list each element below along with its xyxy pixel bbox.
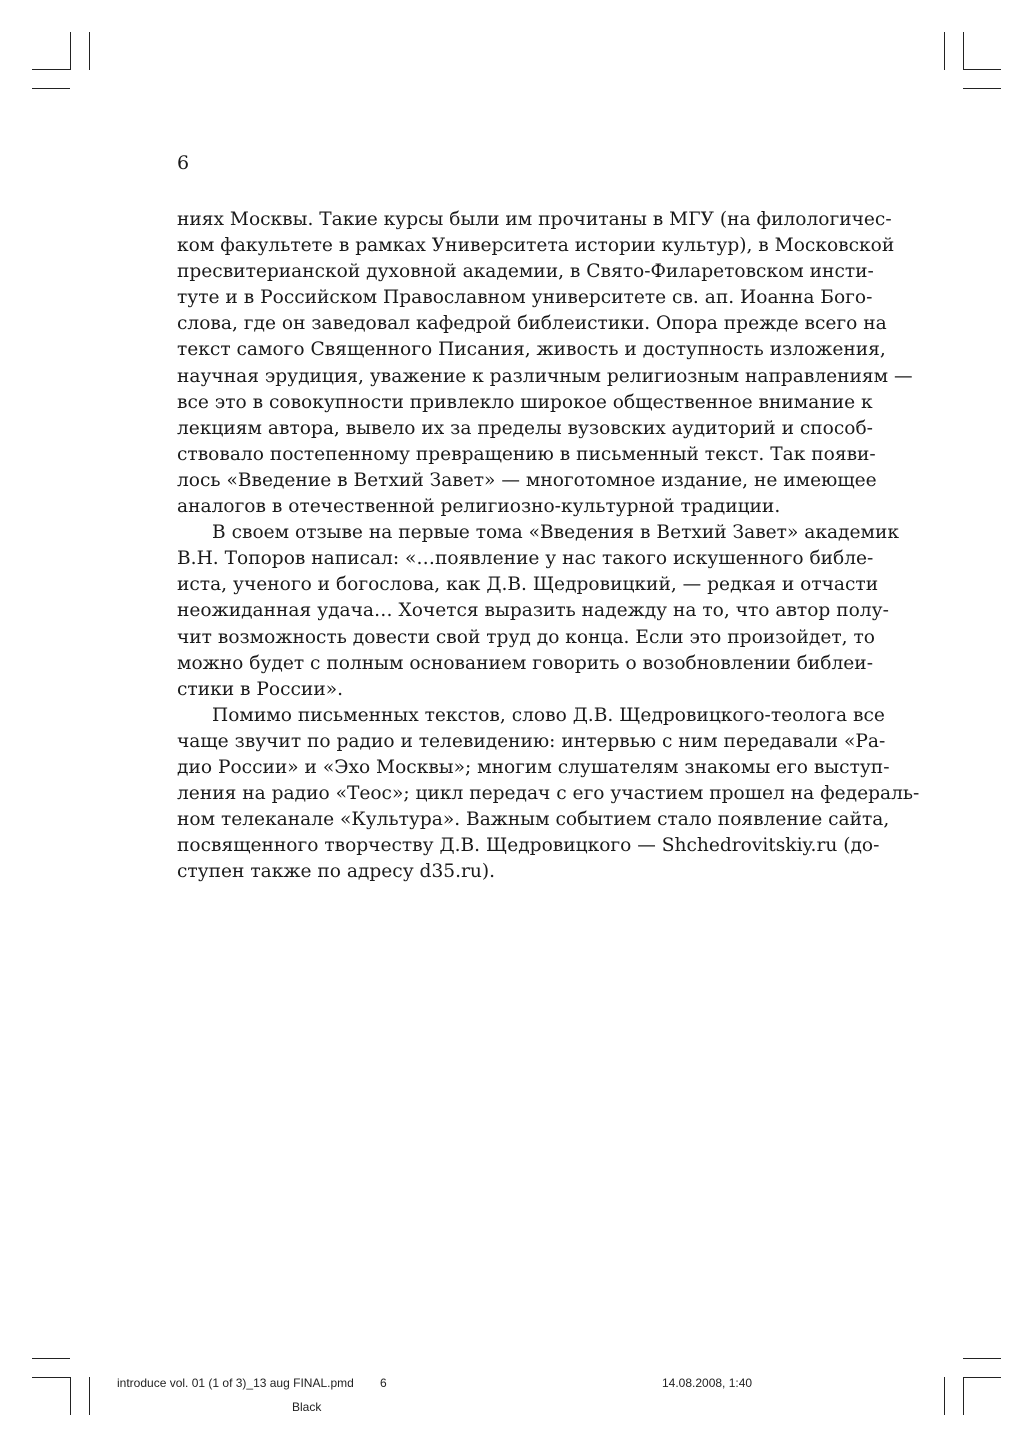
- text-line: пресвитерианской духовной академии, в Свято-Филаретовском инсти-: [177, 261, 874, 283]
- crop-mark: [963, 69, 1001, 70]
- text-line: лекциям автора, вывело их за пределы вузовских аудиторий и способ-: [177, 417, 873, 439]
- text-line: текст самого Священного Писания, живость и доступность изложения,: [177, 339, 886, 361]
- crop-mark: [963, 1377, 964, 1415]
- crop-mark: [89, 1377, 90, 1415]
- text-line: ном телеканале «Культура». Важным событием стало появление сайта,: [177, 809, 890, 831]
- crop-mark: [944, 1377, 945, 1415]
- text-line: В.Н. Топоров написал: «…появление у нас такого искушенного библе-: [177, 548, 874, 570]
- crop-mark: [32, 69, 70, 70]
- crop-mark: [944, 32, 945, 70]
- crop-mark: [70, 32, 71, 70]
- crop-mark: [32, 88, 70, 89]
- text-line: аналогов в отечественной религиозно-культурной традиции.: [177, 496, 781, 518]
- crop-mark: [89, 32, 90, 70]
- crop-mark: [963, 1377, 1001, 1378]
- crop-mark: [963, 88, 1001, 89]
- body-text: [177, 207, 920, 885]
- text-line: неожиданная удача… Хочется выразить надежду на то, что автор полу-: [177, 600, 889, 622]
- slug-datetime: 14.08.2008, 1:40: [662, 1376, 753, 1390]
- text-line: ниях Москвы. Такие курсы были им прочитаны в МГУ (на филологичес-: [177, 209, 892, 230]
- text-line: научная эрудиция, уважение к различным религиозным направлениям —: [177, 365, 913, 387]
- text-line: лось «Введение в Ветхий Завет» — многотомное издание, не имеющее: [177, 469, 877, 491]
- paragraph-2: [177, 520, 899, 703]
- text-line: все это в совокупности привлекло широкое общественное внимание к: [177, 391, 873, 413]
- text-line: слова, где он заведовал кафедрой библеистики. Опора прежде всего на: [177, 313, 887, 335]
- text-line: дио России» и «Эхо Москвы»; многим слушателям знакомы его выступ-: [177, 756, 890, 778]
- text-line: Помимо письменных текстов, слово Д.В. Щедровицкого-теолога все: [212, 704, 885, 726]
- text-line: чаще звучит по радио и телевидению: интервью с ним передавали «Ра-: [177, 730, 886, 752]
- paragraph-1: [177, 207, 913, 520]
- slug-filename: introduce vol. 01 (1 of 3)_13 aug FINAL.pmd: [117, 1376, 354, 1390]
- crop-mark: [32, 1377, 70, 1378]
- text-line: стики в России».: [177, 678, 344, 700]
- crop-mark: [963, 1358, 1001, 1359]
- crop-mark: [32, 1358, 70, 1359]
- text-line: посвященного творчеству Д.В. Щедровицкого — Shchedrovitskiy.ru (до-: [177, 835, 880, 857]
- text-line: ствовало постепенному превращению в письменный текст. Так появи-: [177, 443, 876, 465]
- text-line: чит возможность довести свой труд до конца. Если это произойдет, то: [177, 626, 875, 648]
- crop-mark: [963, 32, 964, 70]
- text-line: можно будет с полным основанием говорить о возобновлении библеи-: [177, 652, 873, 674]
- text-line: ком факультете в рамках Университета истории культур), в Московской: [177, 235, 895, 257]
- text-line: ступен также по адресу d35.ru).: [177, 861, 496, 883]
- crop-mark: [70, 1377, 71, 1415]
- paragraph-3: [177, 703, 920, 886]
- slug-page: 6: [380, 1376, 387, 1390]
- text-line: ления на радио «Теос»; цикл передач с его участием прошел на федераль-: [177, 783, 920, 805]
- page-number: 6: [177, 152, 190, 174]
- slug-color: Black: [292, 1400, 322, 1414]
- text-line: иста, ученого и богослова, как Д.В. Щедровицкий, — редкая и отчасти: [177, 574, 879, 596]
- text-line: В своем отзыве на первые тома «Введения в Ветхий Завет» академик: [212, 522, 899, 544]
- text-line: туте и в Российском Православном университете св. ап. Иоанна Бого-: [177, 287, 873, 309]
